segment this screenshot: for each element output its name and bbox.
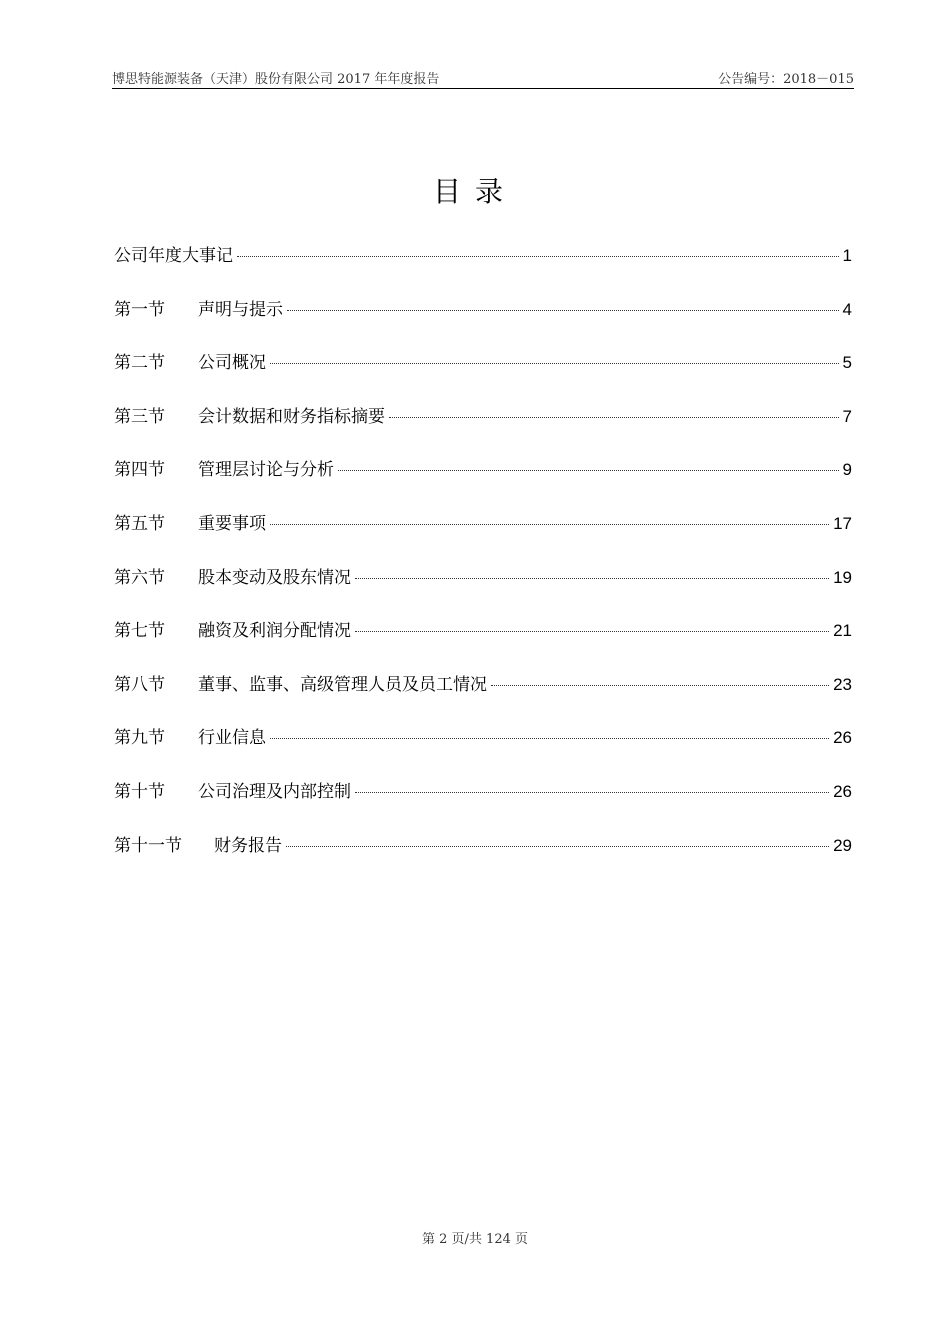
toc-entry-page: 23 xyxy=(833,674,852,694)
toc-entry-section-11[interactable] xyxy=(114,834,852,888)
toc-entry-name: 财务报告 xyxy=(214,835,282,856)
page-title: 目录 xyxy=(432,175,517,208)
toc-entry-page: 7 xyxy=(842,406,852,426)
toc-leader-dots xyxy=(355,631,829,632)
toc-leader-dots xyxy=(286,846,829,847)
toc-entry-number: 第四节 xyxy=(114,460,165,481)
toc-entry-section-3[interactable] xyxy=(114,405,852,459)
toc-entry-section-6[interactable] xyxy=(114,566,852,620)
toc-entry-page: 19 xyxy=(833,567,852,587)
toc-entry-name: 声明与提示 xyxy=(198,299,283,320)
toc-leader-dots xyxy=(270,738,829,739)
toc-entry-page: 5 xyxy=(842,353,852,373)
toc-entry-name: 融资及利润分配情况 xyxy=(198,621,351,642)
header-announcement-number: 公告编号：2018－015 xyxy=(718,72,854,87)
toc-entry-section-9[interactable] xyxy=(114,726,852,780)
toc-entry-section-1[interactable] xyxy=(114,298,852,352)
toc-leader-dots xyxy=(389,417,839,418)
toc-entry-name: 重要事项 xyxy=(198,513,266,534)
page-header xyxy=(112,66,854,89)
table-of-contents xyxy=(114,244,852,887)
toc-entry-page: 21 xyxy=(833,621,852,641)
toc-entry-number: 第九节 xyxy=(114,728,165,749)
toc-entry-number: 第三节 xyxy=(114,406,165,427)
toc-entry-section-8[interactable] xyxy=(114,673,852,727)
toc-entry-name: 董事、监事、高级管理人员及员工情况 xyxy=(198,674,487,695)
toc-leader-dots xyxy=(237,256,839,257)
toc-entry-number: 第八节 xyxy=(114,674,165,695)
toc-entry-number: 第一节 xyxy=(114,299,165,320)
toc-entry-page: 9 xyxy=(842,460,852,480)
toc-entry-page: 4 xyxy=(842,299,852,319)
toc-entry-section-4[interactable] xyxy=(114,458,852,512)
toc-entry-page: 26 xyxy=(833,728,852,748)
toc-leader-dots xyxy=(338,470,839,471)
toc-entry-name: 管理层讨论与分析 xyxy=(198,460,334,481)
toc-entry-page: 26 xyxy=(833,781,852,801)
toc-entry-section-5[interactable] xyxy=(114,512,852,566)
toc-entry-section-7[interactable] xyxy=(114,619,852,673)
toc-entry-number: 第二节 xyxy=(114,353,165,374)
toc-entry-section-10[interactable] xyxy=(114,780,852,834)
toc-entry-page: 17 xyxy=(833,513,852,533)
toc-entry-name: 公司治理及内部控制 xyxy=(198,781,351,802)
toc-leader-dots xyxy=(287,310,839,311)
toc-leader-dots xyxy=(270,524,829,525)
toc-leader-dots xyxy=(355,578,829,579)
toc-entry-name: 股本变动及股东情况 xyxy=(198,567,351,588)
toc-leader-dots xyxy=(355,792,829,793)
toc-entry-name: 公司概况 xyxy=(198,353,266,374)
toc-entry-events[interactable] xyxy=(114,244,852,298)
toc-entry-number: 第十一节 xyxy=(114,835,182,856)
toc-entry-section-2[interactable] xyxy=(114,351,852,405)
toc-leader-dots xyxy=(491,685,829,686)
toc-entry-name: 公司年度大事记 xyxy=(114,246,233,266)
toc-entry-page: 29 xyxy=(833,835,852,855)
toc-entry-name: 行业信息 xyxy=(198,728,266,749)
header-company-report-title: 博思特能源装备（天津）股份有限公司 2017 年年度报告 xyxy=(112,72,440,87)
toc-entry-number: 第五节 xyxy=(114,513,165,534)
page-footer-page-number: 第 2 页/共 124 页 xyxy=(422,1232,528,1247)
toc-leader-dots xyxy=(270,363,839,364)
toc-entry-number: 第十节 xyxy=(114,781,165,802)
toc-entry-page: 1 xyxy=(842,246,852,265)
toc-entry-number: 第七节 xyxy=(114,621,165,642)
toc-entry-number: 第六节 xyxy=(114,567,165,588)
toc-entry-name: 会计数据和财务指标摘要 xyxy=(198,406,385,427)
